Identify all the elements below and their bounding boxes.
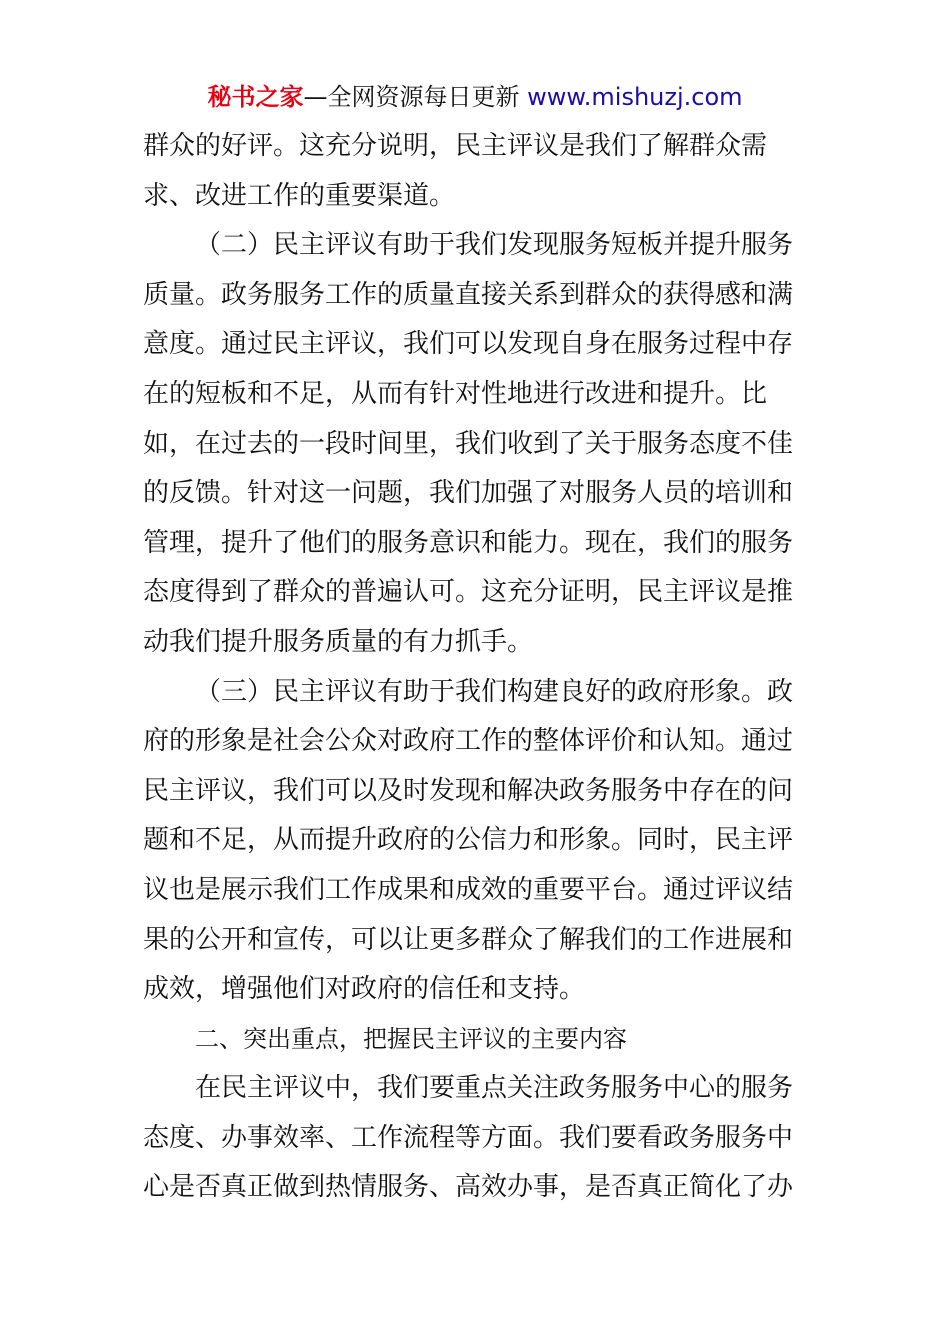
- paragraph-line: 果的公开和宣传，可以让更多群众了解我们的工作进展和: [143, 924, 794, 955]
- site-header: [0, 80, 950, 114]
- paragraph-line: 质量。政务服务工作的质量直接关系到群众的获得感和满: [143, 279, 794, 310]
- paragraph-line: 群众的好评。这充分说明，民主评议是我们了解群众需: [143, 131, 768, 161]
- site-url-link[interactable]: www.mishuzj.com: [527, 83, 743, 111]
- paragraph-line: 的反馈。针对这一问题，我们加强了对服务人员的培训和: [143, 478, 794, 509]
- paragraph-line: 议也是展示我们工作成果和成效的重要平台。通过评议结: [143, 874, 794, 905]
- paragraph-line: 管理，提升了他们的服务意识和能力。现在，我们的服务: [143, 527, 794, 558]
- paragraph-line: 动我们提升服务质量的有力抓手。: [143, 626, 534, 657]
- paragraph-line: 题和不足，从而提升政府的公信力和形象。同时，民主评: [143, 825, 794, 856]
- paragraph-line: 如，在过去的一段时间里，我们收到了关于服务态度不佳: [143, 428, 794, 459]
- site-brand: 秘书之家: [207, 83, 304, 111]
- paragraph-line: 民主评议，我们可以及时发现和解决政务服务中存在的问: [143, 775, 794, 806]
- paragraph-line: 态度得到了群众的普遍认可。这充分证明，民主评议是推: [143, 577, 794, 608]
- paragraph-line: 成效，增强他们对政府的信任和支持。: [143, 974, 586, 1005]
- paragraph-line: （三）民主评议有助于我们构建良好的政府形象。政: [195, 676, 794, 707]
- paragraph-line: 在的短板和不足，从而有针对性地进行改进和提升。比: [143, 378, 768, 409]
- paragraph-line: 意度。通过民主评议，我们可以发现自身在服务过程中存: [143, 329, 794, 360]
- section-heading: 二、突出重点，把握民主评议的主要内容: [195, 1024, 627, 1053]
- paragraph-line: 求、改进工作的重要渠道。: [143, 180, 456, 211]
- paragraph-line: 态度、办事效率、工作流程等方面。我们要看政务服务中: [143, 1122, 794, 1153]
- paragraph-line: （二）民主评议有助于我们发现服务短板并提升服务: [195, 230, 794, 261]
- paragraph-line: 心是否真正做到热情服务、高效办事，是否真正简化了办: [143, 1172, 794, 1203]
- document-body: [143, 122, 807, 1213]
- site-tagline: —全网资源每日更新: [303, 83, 520, 111]
- paragraph-line: 府的形象是社会公众对政府工作的整体评价和认知。通过: [143, 726, 794, 757]
- paragraph-line: 在民主评议中，我们要重点关注政务服务中心的服务: [195, 1073, 794, 1104]
